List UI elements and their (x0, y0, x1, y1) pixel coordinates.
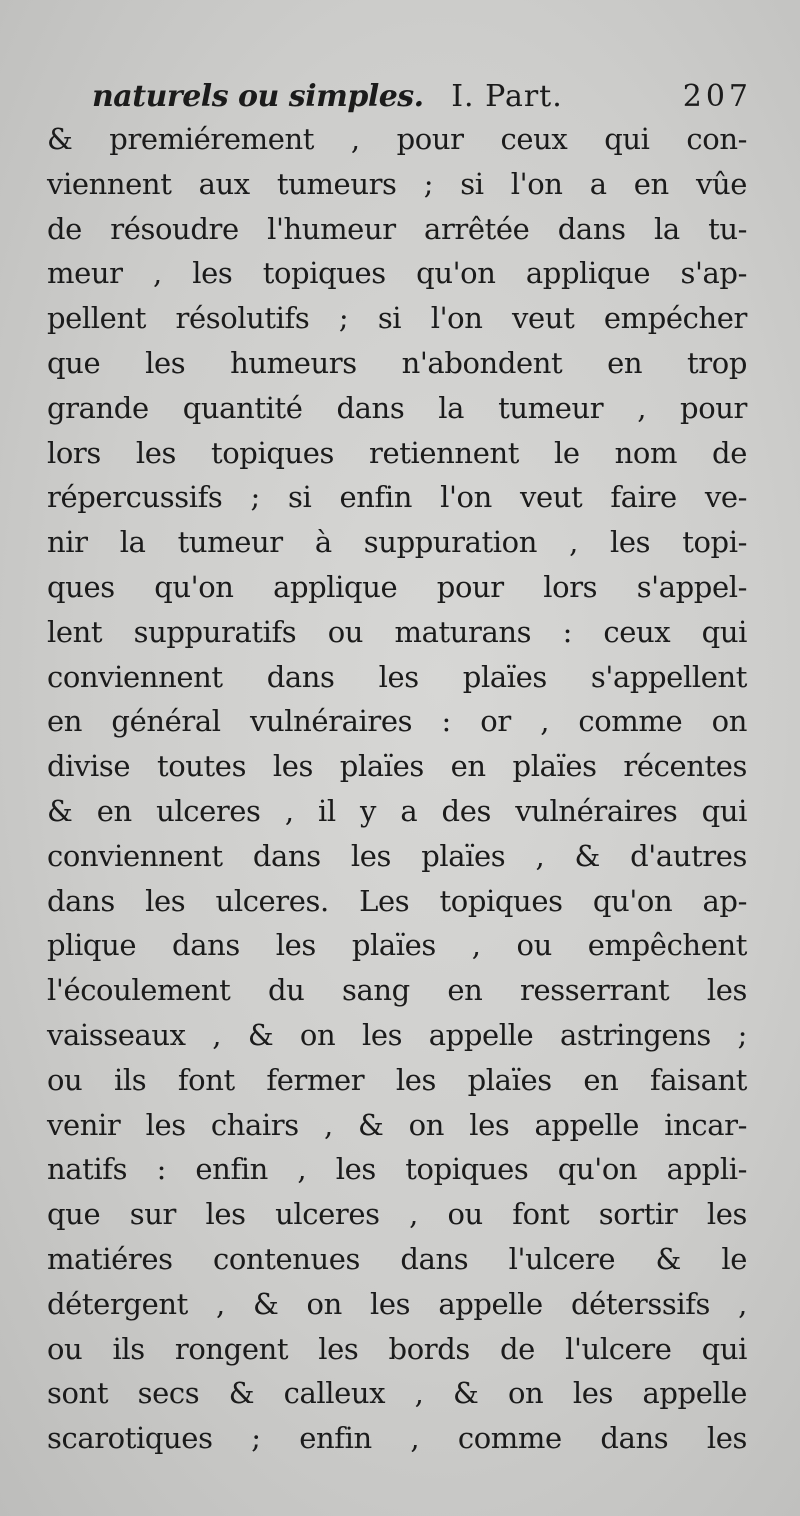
text-line: meur , les topiques qu'on applique s'ap- (47, 256, 747, 291)
page-number: 207 (682, 79, 752, 114)
text-line: grande quantité dans la tumeur , pour (47, 390, 747, 425)
text-line: en général vulnéraires : or , comme on (47, 704, 747, 739)
text-line: que sur les ulceres , ou font sortir les (47, 1197, 747, 1232)
text-line: scarotiques ; enfin , comme dans les (47, 1421, 747, 1456)
text-line: ou ils font fermer les plaïes en faisant (47, 1062, 747, 1097)
text-line: lors les topiques retiennent le nom de (47, 435, 747, 470)
text-line: ques qu'on applique pour lors s'appel- (47, 569, 747, 604)
text-line: & en ulceres , il y a des vulnéraires qui (47, 793, 747, 828)
text-line: lent suppuratifs ou maturans : ceux qui (47, 614, 747, 649)
text-line: que les humeurs n'abondent en trop (47, 345, 747, 380)
text-line: de résoudre l'humeur arrêtée dans la tu- (47, 211, 747, 246)
text-line: conviennent dans les plaïes s'appellent (47, 659, 747, 694)
text-line: répercussifs ; si enfin l'on veut faire ve- (47, 480, 747, 515)
text-line: détergent , & on les appelle déterssifs , (47, 1286, 747, 1321)
running-title: naturels ou simples. (92, 79, 424, 114)
text-line: pellent résolutifs ; si l'on veut empécher (47, 301, 747, 336)
text-line: & premiérement , pour ceux qui con- (47, 122, 747, 156)
text-line: nir la tumeur à suppuration , les topi- (47, 525, 747, 560)
text-line: l'écoulement du sang en resserrant les (47, 973, 747, 1008)
text-line: natifs : enfin , les topiques qu'on appli- (47, 1152, 747, 1187)
body-text (47, 117, 747, 1461)
text-line: matiéres contenues dans l'ulcere & le (47, 1241, 747, 1276)
text-line: ou ils rongent les bords de l'ulcere qui (47, 1331, 747, 1366)
text-line: divise toutes les plaïes en plaïes récentes (47, 749, 747, 784)
text-line: vaisseaux , & on les appelle astringens ; (47, 1017, 747, 1052)
text-line: dans les ulceres. Les topiques qu'on ap- (47, 883, 747, 918)
text-line: venir les chairs , & on les appelle incar- (47, 1107, 747, 1142)
text-line: viennent aux tumeurs ; si l'on a en vûe (47, 166, 747, 201)
part-label: I. Part. (451, 79, 563, 114)
page-header (92, 72, 752, 122)
text-line: sont secs & calleux , & on les appelle (47, 1376, 747, 1411)
text-line: conviennent dans les plaïes , & d'autres (47, 838, 747, 873)
text-line: plique dans les plaïes , ou empêchent (47, 928, 747, 963)
